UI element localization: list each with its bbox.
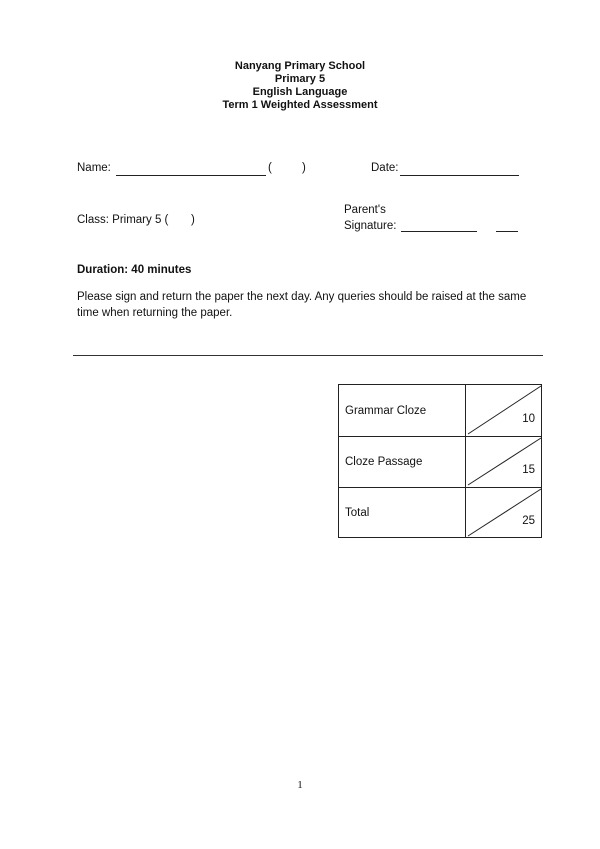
assessment-title: Term 1 Weighted Assessment — [222, 99, 378, 111]
level: Primary 5 — [274, 73, 326, 85]
score-cell[interactable] — [465, 488, 541, 538]
date-field[interactable] — [400, 175, 519, 176]
score-row-total — [339, 487, 541, 538]
class-label: Class: Primary 5 ( — [77, 214, 169, 226]
score-row-cloze-passage — [339, 436, 541, 487]
score-cell[interactable] — [465, 385, 541, 436]
name-label: Name: — [77, 162, 111, 174]
score-label: Cloze Passage — [345, 456, 423, 468]
score-max: 10 — [522, 413, 535, 425]
score-table — [338, 384, 542, 538]
score-label: Grammar Cloze — [345, 404, 427, 417]
score-max: 15 — [522, 464, 535, 476]
duration: Duration: 40 minutes — [77, 264, 192, 276]
school-name: Nanyang Primary School — [234, 60, 366, 72]
name-paren-open: ( — [268, 162, 272, 174]
signature-field[interactable] — [401, 231, 477, 232]
name-paren-close: ) — [302, 162, 306, 174]
score-label: Total — [345, 507, 370, 519]
page-number: 1 — [297, 779, 303, 791]
score-row-grammar-cloze — [339, 385, 541, 436]
class-paren-close: ) — [191, 214, 195, 226]
name-field[interactable] — [116, 175, 266, 176]
diagonal-line — [466, 488, 542, 538]
score-cell[interactable] — [465, 437, 541, 487]
paper-header — [0, 60, 600, 112]
diagonal-line — [466, 385, 542, 436]
signature-label: Signature: — [344, 220, 397, 232]
date-label: Date: — [371, 162, 399, 174]
signature-field-extension[interactable] — [496, 231, 518, 232]
subject: English Language — [252, 86, 348, 98]
parent-label: Parent's — [344, 204, 386, 216]
diagonal-line — [466, 437, 542, 487]
score-max: 25 — [522, 515, 535, 527]
divider — [73, 355, 543, 356]
instructions: Please sign and return the paper the next day. Any queries should be raised at the same time when returning the paper. — [77, 291, 527, 319]
